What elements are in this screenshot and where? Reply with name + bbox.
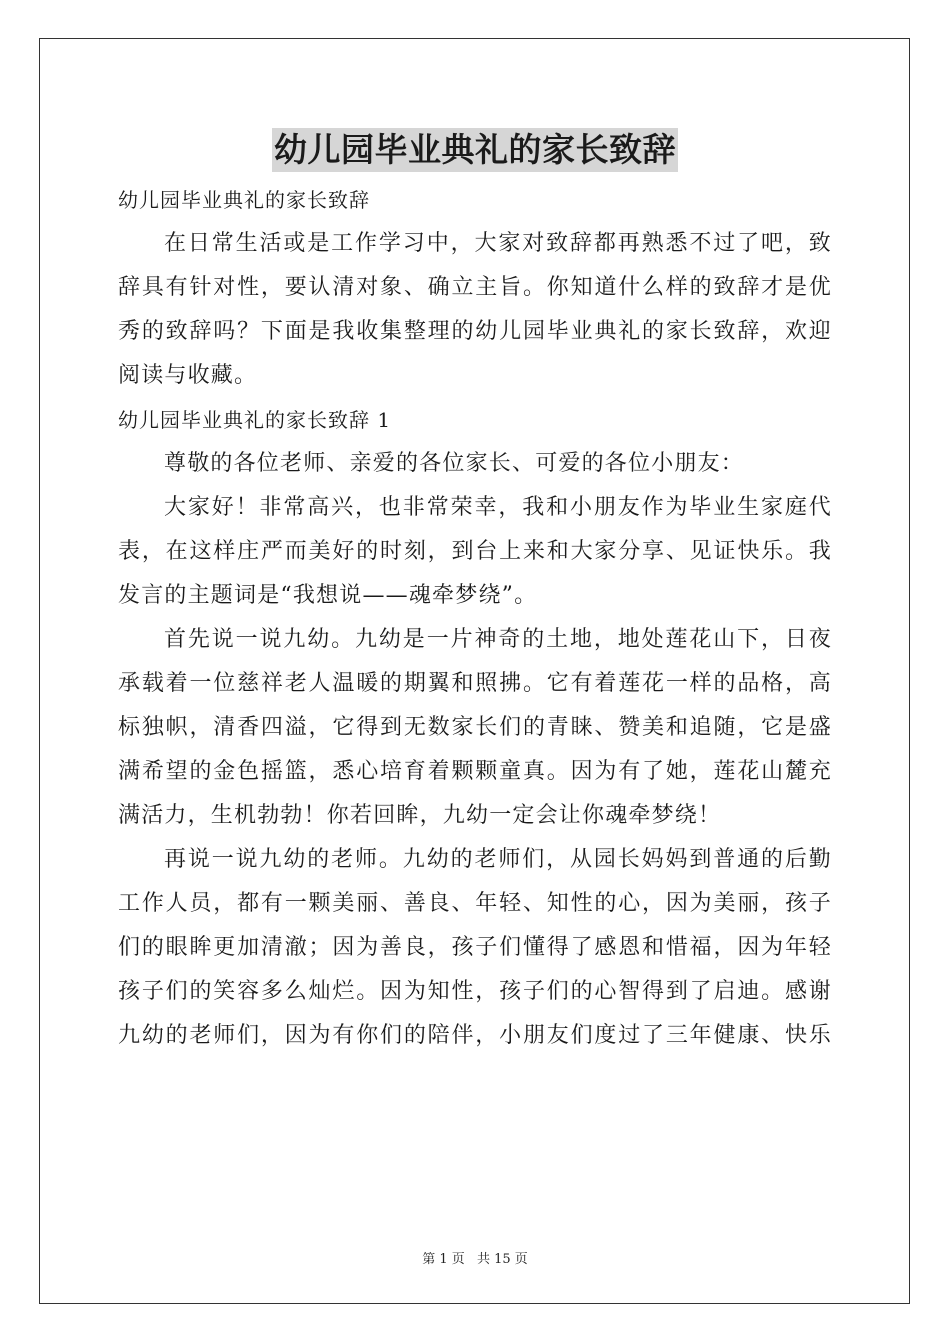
document-title: 幼儿园毕业典礼的家长致辞 [272, 128, 678, 172]
document-body [118, 178, 832, 1058]
page-total: 共 15 页 [476, 1252, 528, 1267]
paragraph-line: 标独帜，清香四溢，它得到无数家长们的青睐、赞美和追随，它是盛 [118, 715, 832, 740]
paragraph-line: 满希望的金色摇篮，悉心培育着颗颗童真。因为有了她，莲花山麓充 [118, 759, 832, 784]
paragraph-line: 九幼的老师们，因为有你们的陪伴，小朋友们度过了三年健康、快乐 [118, 1023, 832, 1048]
paragraph-line: 承载着一位慈祥老人温暖的期翼和照拂。它有着莲花一样的品格，高 [118, 671, 832, 696]
page-number: 第 1 页 [422, 1252, 465, 1267]
title-wrap [0, 128, 950, 172]
paragraph-line: 表，在这样庄严而美好的时刻，到台上来和大家分享、见证快乐。我 [118, 539, 832, 564]
paragraph-line: 们的眼眸更加清澈；因为善良，孩子们懂得了感恩和惜福，因为年轻 [118, 935, 832, 960]
subtitle-line: 幼儿园毕业典礼的家长致辞 [118, 188, 370, 212]
paragraph-line: 孩子们的笑容多么灿烂。因为知性，孩子们的心智得到了启迪。感谢 [118, 979, 832, 1004]
paragraph-line: 满活力，生机勃勃！你若回眸，九幼一定会让你魂牵梦绕！ [118, 803, 722, 828]
paragraph-line: 在日常生活或是工作学习中，大家对致辞都再熟悉不过了吧，致 [164, 231, 832, 256]
paragraph-line: 大家好！非常高兴，也非常荣幸，我和小朋友作为毕业生家庭代 [164, 495, 832, 520]
paragraph-line: 发言的主题词是“我想说——魂牵梦绕”。 [118, 583, 538, 608]
paragraph-line: 工作人员，都有一颗美丽、善良、年轻、知性的心，因为美丽，孩子 [118, 891, 832, 916]
paragraph-line: 首先说一说九幼。九幼是一片神奇的土地，地处莲花山下，日夜 [164, 627, 832, 652]
paragraph-line: 辞具有针对性，要认清对象、确立主旨。你知道什么样的致辞才是优 [118, 275, 832, 300]
greeting-line: 尊敬的各位老师、亲爱的各位家长、可爱的各位小朋友： [164, 451, 745, 476]
paragraph-line: 再说一说九幼的老师。九幼的老师们，从园长妈妈到普通的后勤 [164, 847, 832, 872]
paragraph-line: 阅读与收藏。 [118, 363, 258, 388]
section-heading: 幼儿园毕业典礼的家长致辞 1 [118, 408, 392, 432]
paragraph-line: 秀的致辞吗？下面是我收集整理的幼儿园毕业典礼的家长致辞，欢迎 [118, 319, 832, 344]
page-footer [0, 1248, 950, 1267]
